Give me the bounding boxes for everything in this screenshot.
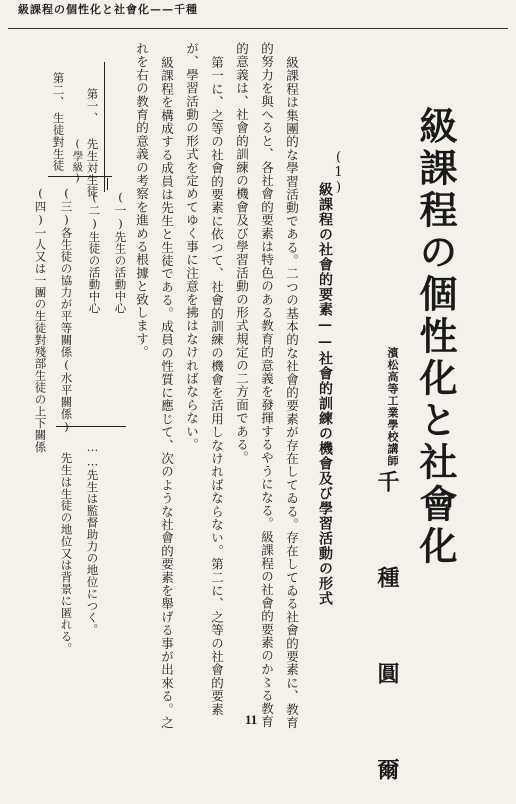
page-number: 11 (245, 712, 258, 727)
diagram-group1-label: 第一、 (85, 88, 100, 124)
diagram-connector (56, 426, 126, 427)
body-line-7: れを右の教育的意義の考察を進める根據と致します。 (134, 42, 150, 359)
diagram-brace-left (104, 62, 105, 192)
diagram-item-3: (三)各生徒の協力が平等關係(水平關係) (59, 186, 74, 434)
body-line-1: 級課程は集團的な學習活動である。二つの基本的な社會的要素が存在してゐる。存在してゐる社會的要素に、教育 (284, 56, 300, 730)
body-line-6: 級課程を構成する成員は先生と生徒である。成員の性質に應じて、次のような社會的要素を舉げる事が出來る。之 (159, 56, 175, 730)
diagram-brace-right (48, 176, 112, 201)
diagram-item-1: (一)先生の活動中心 (113, 190, 128, 314)
running-head: 級課程の個性化と社會化——千種 (18, 3, 198, 16)
diagram-item-4: (四)一人又は一團の生徒對殘部生徒の上下關係 (33, 186, 48, 453)
section-title: 級課程の社會的要素——社會的訓練の機會及び學習活動の形式 (317, 182, 333, 606)
diagram-group2-label: 第二、 (51, 72, 66, 108)
body-line-4: 第一に、之等の社會的要素に依つて、社會的訓練の機會を活用しなければならない。第二に、之等の社會的要素 (209, 56, 225, 716)
body-line-5: が、學習活動の形式を定めてゆく事に注意を拂はなければならない。 (184, 42, 200, 452)
body-line-3: 的意義は、社會的訓練の機會及び學習活動の形式規定の二方面である。 (234, 42, 250, 465)
author-name: 千 種 圓 爾 (374, 470, 400, 804)
diagram-note-2: 先生は生徒の地位又は背景に匿れる。 (59, 452, 74, 655)
diagram-group2-sub1: 生徒對生徒 (51, 112, 66, 172)
diagram-group1-sub1: 先生対生徒 (85, 138, 100, 198)
body-line-2: 的努力を與へると、各社會的要素は特色のある教育的意義を發揮するやうになる。級課程の社會的要素のか〻る教育 (259, 42, 275, 729)
diagram-note-1: ……先生は監督助力の地位につく。 (85, 440, 100, 636)
author-affiliation: 濱松高等工業學校講師 (386, 347, 399, 467)
section-number: (1) (331, 150, 346, 195)
article-title: 級課程の個性化と社會化 (413, 106, 458, 568)
top-rule (8, 28, 508, 29)
diagram-group1-note: (學級) (71, 138, 84, 185)
diagram-item-2: (二)生徒の活動中心 (87, 190, 102, 314)
